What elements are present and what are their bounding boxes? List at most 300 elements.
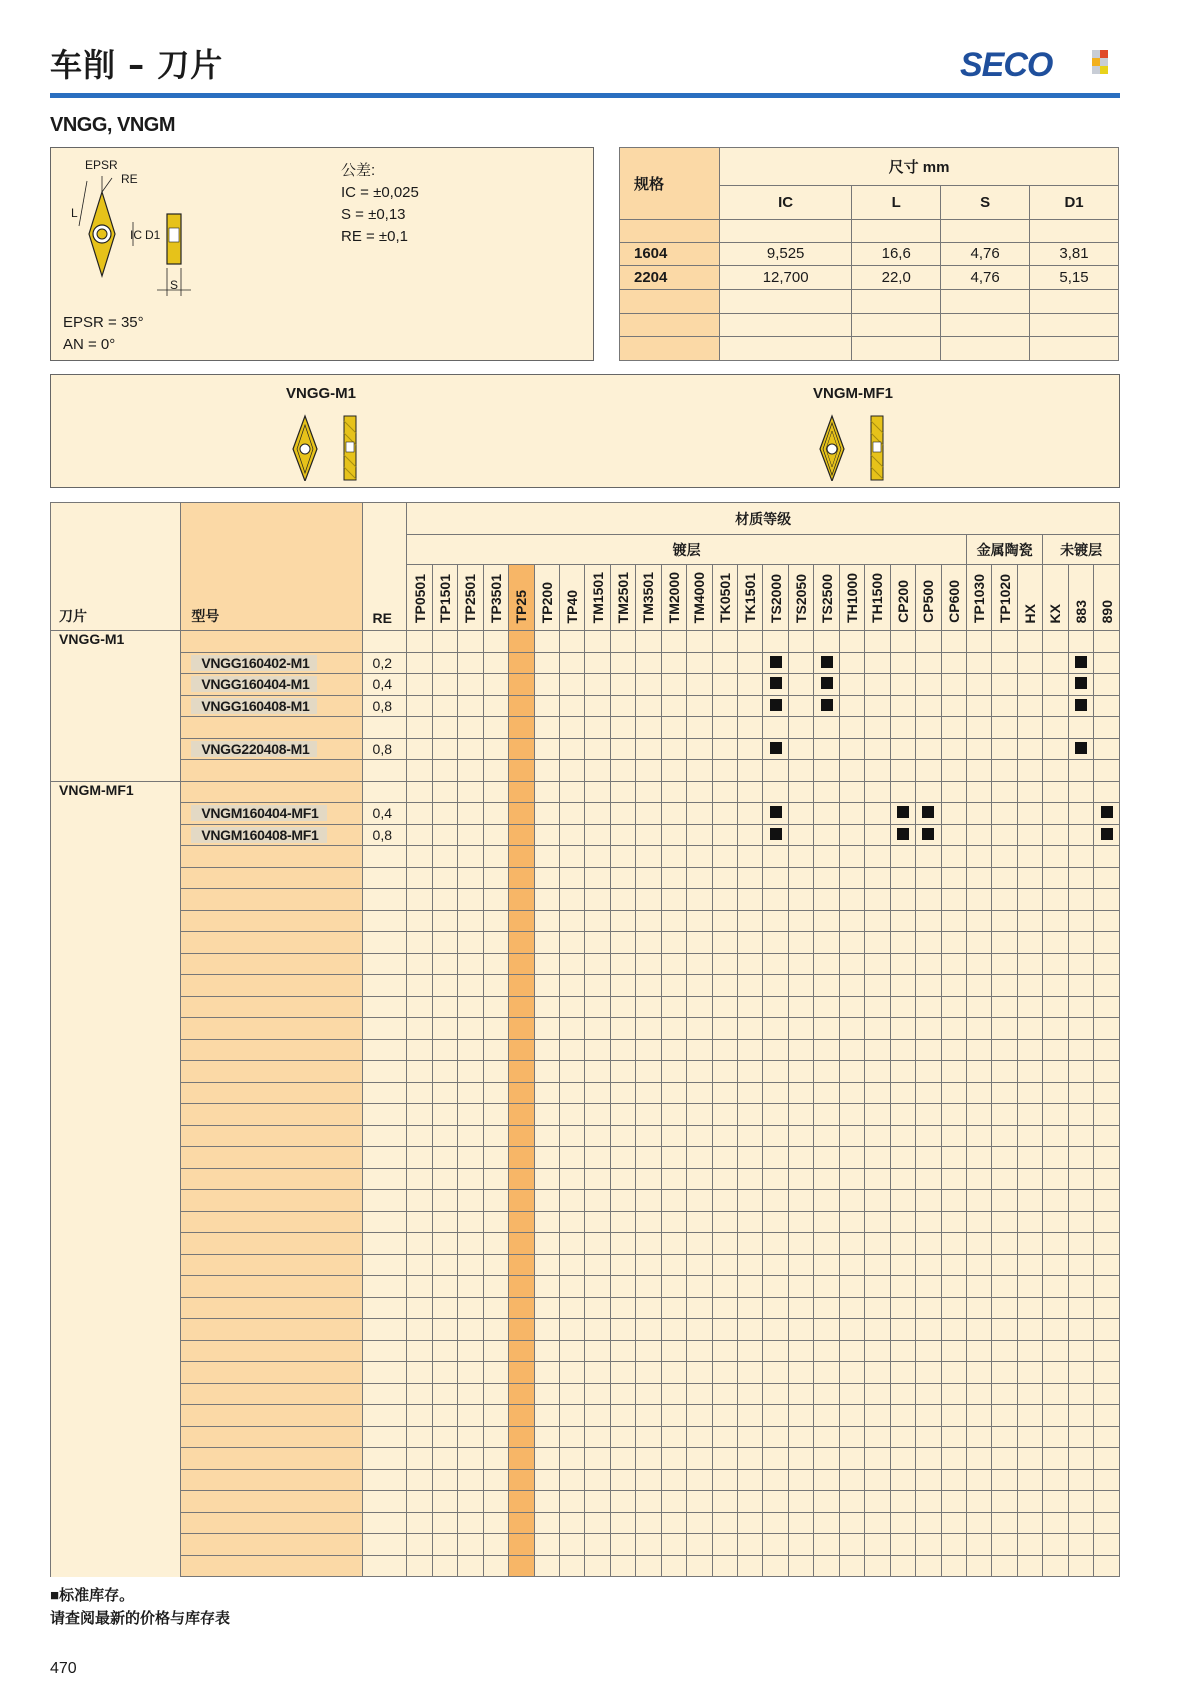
grade-cell (1094, 631, 1120, 653)
grade-cell (559, 889, 584, 911)
grade-cell (458, 1039, 483, 1061)
grade-cell (763, 1297, 788, 1319)
grade-cell (509, 1534, 534, 1556)
grade-cell (966, 953, 991, 975)
grade-cell (1043, 1254, 1068, 1276)
grade-cell (763, 1211, 788, 1233)
grade-cell (636, 1555, 661, 1577)
grade-cell (407, 1362, 432, 1384)
grade-cell (509, 1448, 534, 1470)
grade-cell (432, 1405, 457, 1427)
grade-cell (992, 760, 1017, 782)
grade-cell (458, 652, 483, 674)
grade-cell (865, 1276, 890, 1298)
insert-code[interactable]: VNGM160408-MF1 (191, 827, 326, 843)
grade-cell (432, 996, 457, 1018)
grade-cell (1094, 1426, 1120, 1448)
grade-cell (1068, 1125, 1093, 1147)
legend-price-note: 请查阅最新的价格与库存表 (50, 1610, 231, 1627)
model-cell (181, 932, 362, 954)
grade-cell (890, 1297, 915, 1319)
stock-mark-icon (770, 677, 782, 689)
grade-cell (585, 738, 610, 760)
grade-cell (712, 824, 737, 846)
grade-cell (534, 1168, 559, 1190)
grade-cell (966, 1383, 991, 1405)
grade-cell (890, 910, 915, 932)
insert-cell (51, 824, 181, 846)
grade-cell (1068, 975, 1093, 997)
grade-cell (992, 1448, 1017, 1470)
grade-cell (483, 1555, 508, 1577)
grade-cell (407, 1211, 432, 1233)
grade-cell (1068, 910, 1093, 932)
grade-cell (534, 996, 559, 1018)
insert-code[interactable]: VNGG160404-M1 (191, 676, 317, 692)
grade-cell (865, 1018, 890, 1040)
grade-cell (916, 1061, 941, 1083)
grade-cell (509, 1233, 534, 1255)
grade-cell (559, 695, 584, 717)
grade-cell (865, 652, 890, 674)
grade-cell (814, 932, 839, 954)
grade-cell (432, 631, 457, 653)
grade-cell (941, 846, 966, 868)
grade-cell (712, 1039, 737, 1061)
insert-cell (51, 953, 181, 975)
tolerance-title: 公差: (341, 162, 376, 179)
grade-cell (610, 760, 635, 782)
grade-cell (890, 1469, 915, 1491)
grade-cell (814, 1555, 839, 1577)
re-cell (362, 1405, 407, 1427)
grade-cell (916, 1534, 941, 1556)
grade-cell (1043, 1383, 1068, 1405)
grade-cell (966, 1104, 991, 1126)
model-cell (181, 1405, 362, 1427)
grade-cell (814, 1082, 839, 1104)
grade-cell (559, 975, 584, 997)
insert-code[interactable]: VNGG160408-M1 (191, 698, 317, 714)
grade-cell (839, 1211, 864, 1233)
grade-cell (966, 1340, 991, 1362)
grade-cell (865, 1362, 890, 1384)
grade-cell (1068, 1512, 1093, 1534)
grade-cell (407, 1276, 432, 1298)
grade-cell (687, 867, 712, 889)
grade-cell (687, 1061, 712, 1083)
grade-cell (966, 1168, 991, 1190)
brand-logo: SECO (960, 46, 1053, 84)
grade-cell (763, 1448, 788, 1470)
table-row-blank (51, 1534, 1120, 1556)
grade-cell (636, 889, 661, 911)
grade-cell (534, 1082, 559, 1104)
tolerance-ic: IC = ±0,025 (341, 184, 419, 201)
grade-cell (788, 996, 813, 1018)
grade-cell (407, 1297, 432, 1319)
grade-label: TS2500 (818, 573, 835, 623)
grade-label: TH1000 (843, 573, 860, 623)
grade-cell (738, 1211, 763, 1233)
model-cell (181, 1018, 362, 1040)
grade-cell (738, 1061, 763, 1083)
grade-cell (585, 975, 610, 997)
grade-cell (432, 1147, 457, 1169)
grade-label: TP1020 (996, 573, 1013, 623)
model-cell (181, 1383, 362, 1405)
table-row-blank (51, 1491, 1120, 1513)
grade-cell (432, 760, 457, 782)
grade-cell (788, 803, 813, 825)
grade-cell (432, 1125, 457, 1147)
grade-cell (1017, 824, 1042, 846)
grade-cell (712, 1082, 737, 1104)
grade-cell (687, 1426, 712, 1448)
grade-cell (966, 1405, 991, 1427)
grade-label: TM2501 (615, 571, 632, 623)
grade-label: TP1501 (436, 573, 453, 623)
grade-cell (788, 1233, 813, 1255)
grade-label: TS2050 (793, 573, 810, 623)
dim-value: 4,76 (941, 266, 1030, 290)
model-cell (181, 910, 362, 932)
grade-cell (407, 760, 432, 782)
table-row (51, 674, 1120, 696)
grade-cell (509, 1512, 534, 1534)
grade-cell (839, 1039, 864, 1061)
grade-cell (712, 781, 737, 803)
grade-cell (432, 717, 457, 739)
grade-cell (585, 760, 610, 782)
grade-cell (941, 1405, 966, 1427)
grade-cell (890, 1190, 915, 1212)
grade-cell (509, 1491, 534, 1513)
grade-cell (814, 910, 839, 932)
grade-cell (865, 738, 890, 760)
table-row (51, 824, 1120, 846)
col-ic: IC (720, 186, 852, 220)
grade-label: CP200 (894, 580, 911, 623)
grade-col-TP200 (534, 565, 559, 631)
grade-col-TP1020 (992, 565, 1017, 631)
grade-cell (610, 1319, 635, 1341)
grade-cell (636, 695, 661, 717)
grade-cell (966, 781, 991, 803)
grade-cell (712, 1426, 737, 1448)
insert-cell (51, 932, 181, 954)
grade-label: 883 (1072, 599, 1089, 623)
grade-cell (483, 1512, 508, 1534)
grade-cell (559, 1534, 584, 1556)
grade-cell (1017, 1018, 1042, 1040)
table-row-blank (51, 1233, 1120, 1255)
grade-cell (712, 1018, 737, 1040)
grade-cell (712, 1469, 737, 1491)
grade-cell (712, 1276, 737, 1298)
grade-cell (636, 1340, 661, 1362)
grade-cell (992, 1104, 1017, 1126)
table-row-blank (51, 1276, 1120, 1298)
grade-cell (712, 1555, 737, 1577)
grade-cell (1068, 932, 1093, 954)
grade-cell (712, 674, 737, 696)
grade-cell (712, 1168, 737, 1190)
insert-cell (51, 1018, 181, 1040)
grade-cell (890, 846, 915, 868)
grade-cell (992, 717, 1017, 739)
insert-cell (51, 1555, 181, 1577)
grade-cell (890, 674, 915, 696)
grade-cell (839, 1254, 864, 1276)
grade-cell (534, 695, 559, 717)
grade-label: TP25 (513, 589, 530, 623)
grade-cell (966, 652, 991, 674)
grade-cell (890, 738, 915, 760)
grade-cell (738, 1319, 763, 1341)
grade-cell (432, 674, 457, 696)
grade-cell (534, 1448, 559, 1470)
vngg-m1-insert-icon (281, 411, 381, 481)
grade-cell (738, 738, 763, 760)
grade-cell (687, 1018, 712, 1040)
grade-cell (916, 1319, 941, 1341)
grade-cell (865, 760, 890, 782)
grade-cell (559, 1061, 584, 1083)
grade-cell (636, 1039, 661, 1061)
grade-cell (1068, 631, 1093, 653)
label-epsr: EPSR (85, 158, 118, 172)
page-title: 车削 – 刀片 (50, 46, 224, 84)
grade-cell (1043, 1362, 1068, 1384)
re-cell (362, 1168, 407, 1190)
grade-cell (788, 1082, 813, 1104)
grade-cell (1094, 846, 1120, 868)
grade-cell (407, 1555, 432, 1577)
grade-cell (407, 975, 432, 997)
grade-cell (839, 1168, 864, 1190)
spec-1604: 1604 (620, 242, 720, 266)
grade-cell (509, 846, 534, 868)
grade-cell (661, 717, 686, 739)
grade-cell (788, 1555, 813, 1577)
table-row-blank (51, 781, 1120, 803)
re-cell (362, 1061, 407, 1083)
grade-cell (712, 1491, 737, 1513)
grade-cell (534, 1405, 559, 1427)
table-row-blank (51, 1555, 1120, 1577)
grade-cell (1094, 1190, 1120, 1212)
grade-cell (509, 910, 534, 932)
grade-cell (712, 803, 737, 825)
grade-cell (1068, 1469, 1093, 1491)
grade-cell (890, 1405, 915, 1427)
grade-cell (432, 1448, 457, 1470)
grade-cell (687, 760, 712, 782)
grade-cell (610, 889, 635, 911)
re-cell (362, 1426, 407, 1448)
grade-cell (661, 1190, 686, 1212)
grade-col-CP600 (941, 565, 966, 631)
stock-mark-icon (1075, 742, 1087, 754)
insert-cell (51, 1233, 181, 1255)
grade-cell (941, 1319, 966, 1341)
grade-cell (712, 996, 737, 1018)
grade-cell (966, 867, 991, 889)
grade-cell (509, 760, 534, 782)
grade-cell (509, 867, 534, 889)
grade-cell (763, 846, 788, 868)
grade-cell (966, 975, 991, 997)
grade-cell (585, 1319, 610, 1341)
grade-cell (1094, 781, 1120, 803)
grade-cell (458, 1319, 483, 1341)
insert-cell (51, 1362, 181, 1384)
grade-cell (1094, 1104, 1120, 1126)
grade-cell (1043, 1340, 1068, 1362)
grade-cell (661, 1061, 686, 1083)
col-l: L (852, 186, 941, 220)
grade-cell (661, 781, 686, 803)
grade-cell (992, 824, 1017, 846)
grade-cell (839, 1448, 864, 1470)
grade-cell (585, 1362, 610, 1384)
stock-mark-icon (897, 828, 909, 840)
re-cell: 0,4 (362, 803, 407, 825)
grade-cell (1094, 1319, 1120, 1341)
grade-cell (865, 1147, 890, 1169)
grade-cell (636, 1362, 661, 1384)
grade-cell (966, 1082, 991, 1104)
grade-label: TK1501 (742, 573, 759, 623)
grade-cell (661, 803, 686, 825)
grade-cell (1017, 781, 1042, 803)
grade-cell (559, 1362, 584, 1384)
grade-cell (941, 1276, 966, 1298)
grade-cell (966, 803, 991, 825)
grade-cell (534, 889, 559, 911)
grade-cell (992, 1061, 1017, 1083)
grade-cell (585, 1276, 610, 1298)
grade-cell (839, 1512, 864, 1534)
grade-cell (763, 1061, 788, 1083)
grade-label: TM4000 (691, 571, 708, 623)
grade-cell (636, 1125, 661, 1147)
label-re: RE (121, 172, 138, 186)
grade-cell (509, 1405, 534, 1427)
grade-cell (509, 674, 534, 696)
grade-cell (839, 1297, 864, 1319)
geometry-label-vngm-mf1: VNGM-MF1 (813, 385, 893, 402)
table-row-blank (51, 1362, 1120, 1384)
grade-cell (534, 1104, 559, 1126)
grade-cell (763, 824, 788, 846)
grade-cell (432, 932, 457, 954)
label-d1: D1 (145, 228, 161, 242)
grade-cell (738, 1147, 763, 1169)
re-cell (362, 1448, 407, 1470)
grade-cell (1017, 1297, 1042, 1319)
grade-cell (407, 803, 432, 825)
grade-cell (687, 1405, 712, 1427)
grade-cell (432, 1512, 457, 1534)
grade-cell (432, 652, 457, 674)
grade-cell (738, 1233, 763, 1255)
grade-cell (738, 695, 763, 717)
grade-cell (738, 1254, 763, 1276)
grade-cell (687, 824, 712, 846)
grade-cell (636, 910, 661, 932)
grade-cell (585, 1061, 610, 1083)
insert-cell (51, 975, 181, 997)
grade-cell (1017, 996, 1042, 1018)
grade-cell (890, 1211, 915, 1233)
grade-col-TH1000 (839, 565, 864, 631)
grade-cell (687, 674, 712, 696)
col-re-label: RE (372, 610, 392, 626)
insert-code[interactable]: VNGM160404-MF1 (191, 805, 326, 821)
grade-cell (712, 1190, 737, 1212)
grade-cell (610, 1448, 635, 1470)
grade-cell (865, 1061, 890, 1083)
grade-cell (483, 1491, 508, 1513)
grade-cell (687, 1147, 712, 1169)
grade-cell (585, 932, 610, 954)
grade-cell (661, 674, 686, 696)
grade-cell (966, 1254, 991, 1276)
table-row (51, 652, 1120, 674)
grade-cell (763, 889, 788, 911)
grade-cell (814, 1211, 839, 1233)
grade-cell (763, 738, 788, 760)
grade-cell (407, 889, 432, 911)
grade-label: HX (1022, 603, 1039, 623)
grade-cell (890, 803, 915, 825)
grade-cell (661, 975, 686, 997)
grade-cell (432, 1297, 457, 1319)
grade-cell (483, 1254, 508, 1276)
grade-cell (763, 1276, 788, 1298)
grade-cell (941, 1534, 966, 1556)
grade-cell (916, 1039, 941, 1061)
grade-cell (458, 1448, 483, 1470)
grade-cell (458, 1104, 483, 1126)
grade-cell (483, 975, 508, 997)
insert-group-0: VNGG-M1 (51, 631, 181, 653)
grade-cell (916, 867, 941, 889)
grade-cell (890, 717, 915, 739)
grade-cell (610, 738, 635, 760)
insert-code[interactable]: VNGG160402-M1 (191, 655, 317, 671)
grade-cell (1094, 1018, 1120, 1040)
table-row-blank (51, 1147, 1120, 1169)
insert-code[interactable]: VNGG220408-M1 (191, 741, 317, 757)
grade-cell (814, 1469, 839, 1491)
grade-cell (407, 1233, 432, 1255)
grade-col-883 (1068, 565, 1093, 631)
grade-cell (788, 1426, 813, 1448)
model-cell (181, 1147, 362, 1169)
group-uncoated: 未镀层 (1043, 535, 1120, 565)
grade-cell (509, 1276, 534, 1298)
grade-cell (407, 1340, 432, 1362)
grade-cell (687, 695, 712, 717)
grade-cell (712, 1512, 737, 1534)
grade-cell (1017, 631, 1042, 653)
spec-header: 规格 (620, 148, 720, 220)
grade-cell (610, 910, 635, 932)
grade-cell (407, 1448, 432, 1470)
